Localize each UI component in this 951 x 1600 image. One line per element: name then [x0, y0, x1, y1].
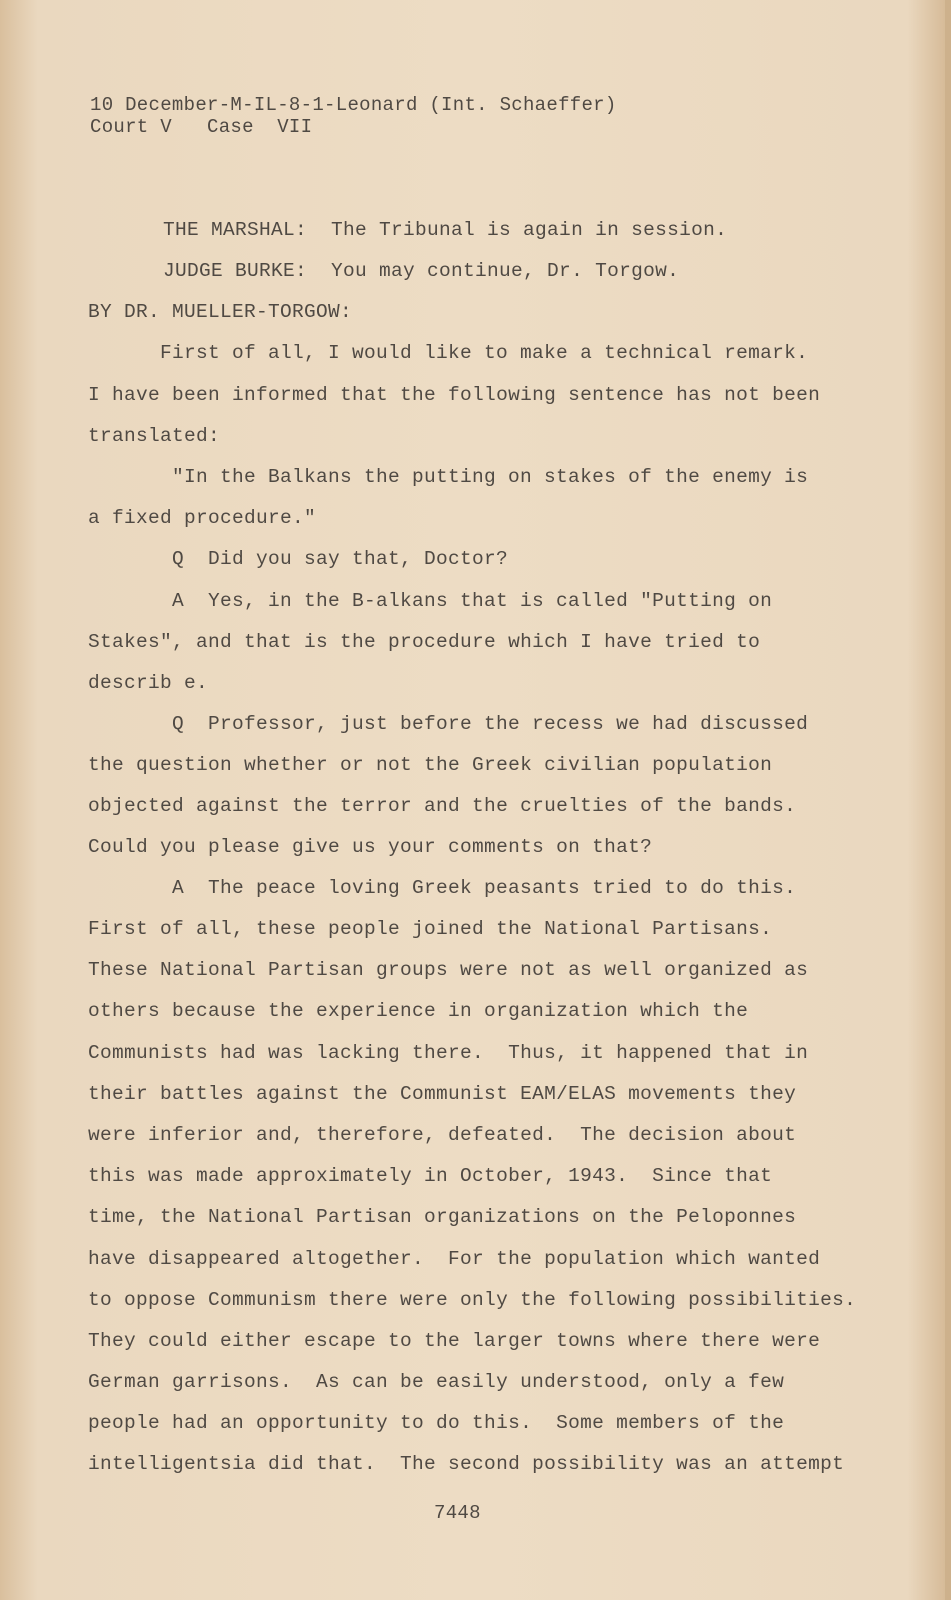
text-line: translated: — [88, 425, 221, 447]
text-line: First of all, these people joined the National Partisans. — [88, 918, 773, 940]
text-line: Could you please give us your comments on that? — [88, 836, 653, 858]
text-line: their battles against the Communist EAM/ELAS movements they — [88, 1083, 797, 1105]
text-line: German garrisons. As can be easily understood, only a few — [88, 1371, 785, 1393]
text-line: time, the National Partisan organizations on the Peloponnes — [88, 1206, 797, 1228]
text-line: this was made approximately in October, 1943. Since that — [88, 1165, 773, 1187]
text-line: JUDGE BURKE: You may continue, Dr. Torgow. — [163, 260, 680, 282]
text-line: others because the experience in organization which the — [88, 1000, 749, 1022]
text-line: First of all, I would like to make a technical remark. — [160, 342, 809, 364]
text-line: intelligentsia did that. The second possibility was an attempt — [88, 1453, 845, 1475]
page-number: 7448 — [434, 1502, 481, 1524]
text-line: to oppose Communism there were only the following possibilities. — [88, 1289, 857, 1311]
text-line: I have been informed that the following sentence has not been — [88, 384, 821, 406]
text-line: They could either escape to the larger towns where there were — [88, 1330, 821, 1352]
text-line: BY DR. MUELLER-TORGOW: — [88, 301, 353, 323]
text-line: THE MARSHAL: The Tribunal is again in session. — [163, 219, 728, 241]
text-line: were inferior and, therefore, defeated. The decision about — [88, 1124, 797, 1146]
text-line: Communists had was lacking there. Thus, it happened that in — [88, 1042, 809, 1064]
text-line: A Yes, in the B-alkans that is called "Putting on — [172, 590, 773, 612]
text-line: a fixed procedure." — [88, 507, 317, 529]
text-line: Q Did you say that, Doctor? — [172, 548, 509, 570]
text-line: have disappeared altogether. For the population which wanted — [88, 1248, 821, 1270]
text-line: people had an opportunity to do this. Some members of the — [88, 1412, 785, 1434]
text-line: A The peace loving Greek peasants tried to do this. — [172, 877, 797, 899]
text-line: objected against the terror and the cruelties of the bands. — [88, 795, 797, 817]
header-line-2: Court V Case VII — [90, 116, 313, 138]
text-line: describ e. — [88, 672, 209, 694]
text-line: Q Professor, just before the recess we had discussed — [172, 713, 809, 735]
text-line: Stakes", and that is the procedure which I have tried to — [88, 631, 761, 653]
header-line-1: 10 December-M-IL-8-1-Leonard (Int. Schaeffer) — [90, 94, 617, 116]
text-line: These National Partisan groups were not as well organized as — [88, 959, 809, 981]
text-line: "In the Balkans the putting on stakes of the enemy is — [172, 466, 809, 488]
text-line: the question whether or not the Greek civilian population — [88, 754, 773, 776]
